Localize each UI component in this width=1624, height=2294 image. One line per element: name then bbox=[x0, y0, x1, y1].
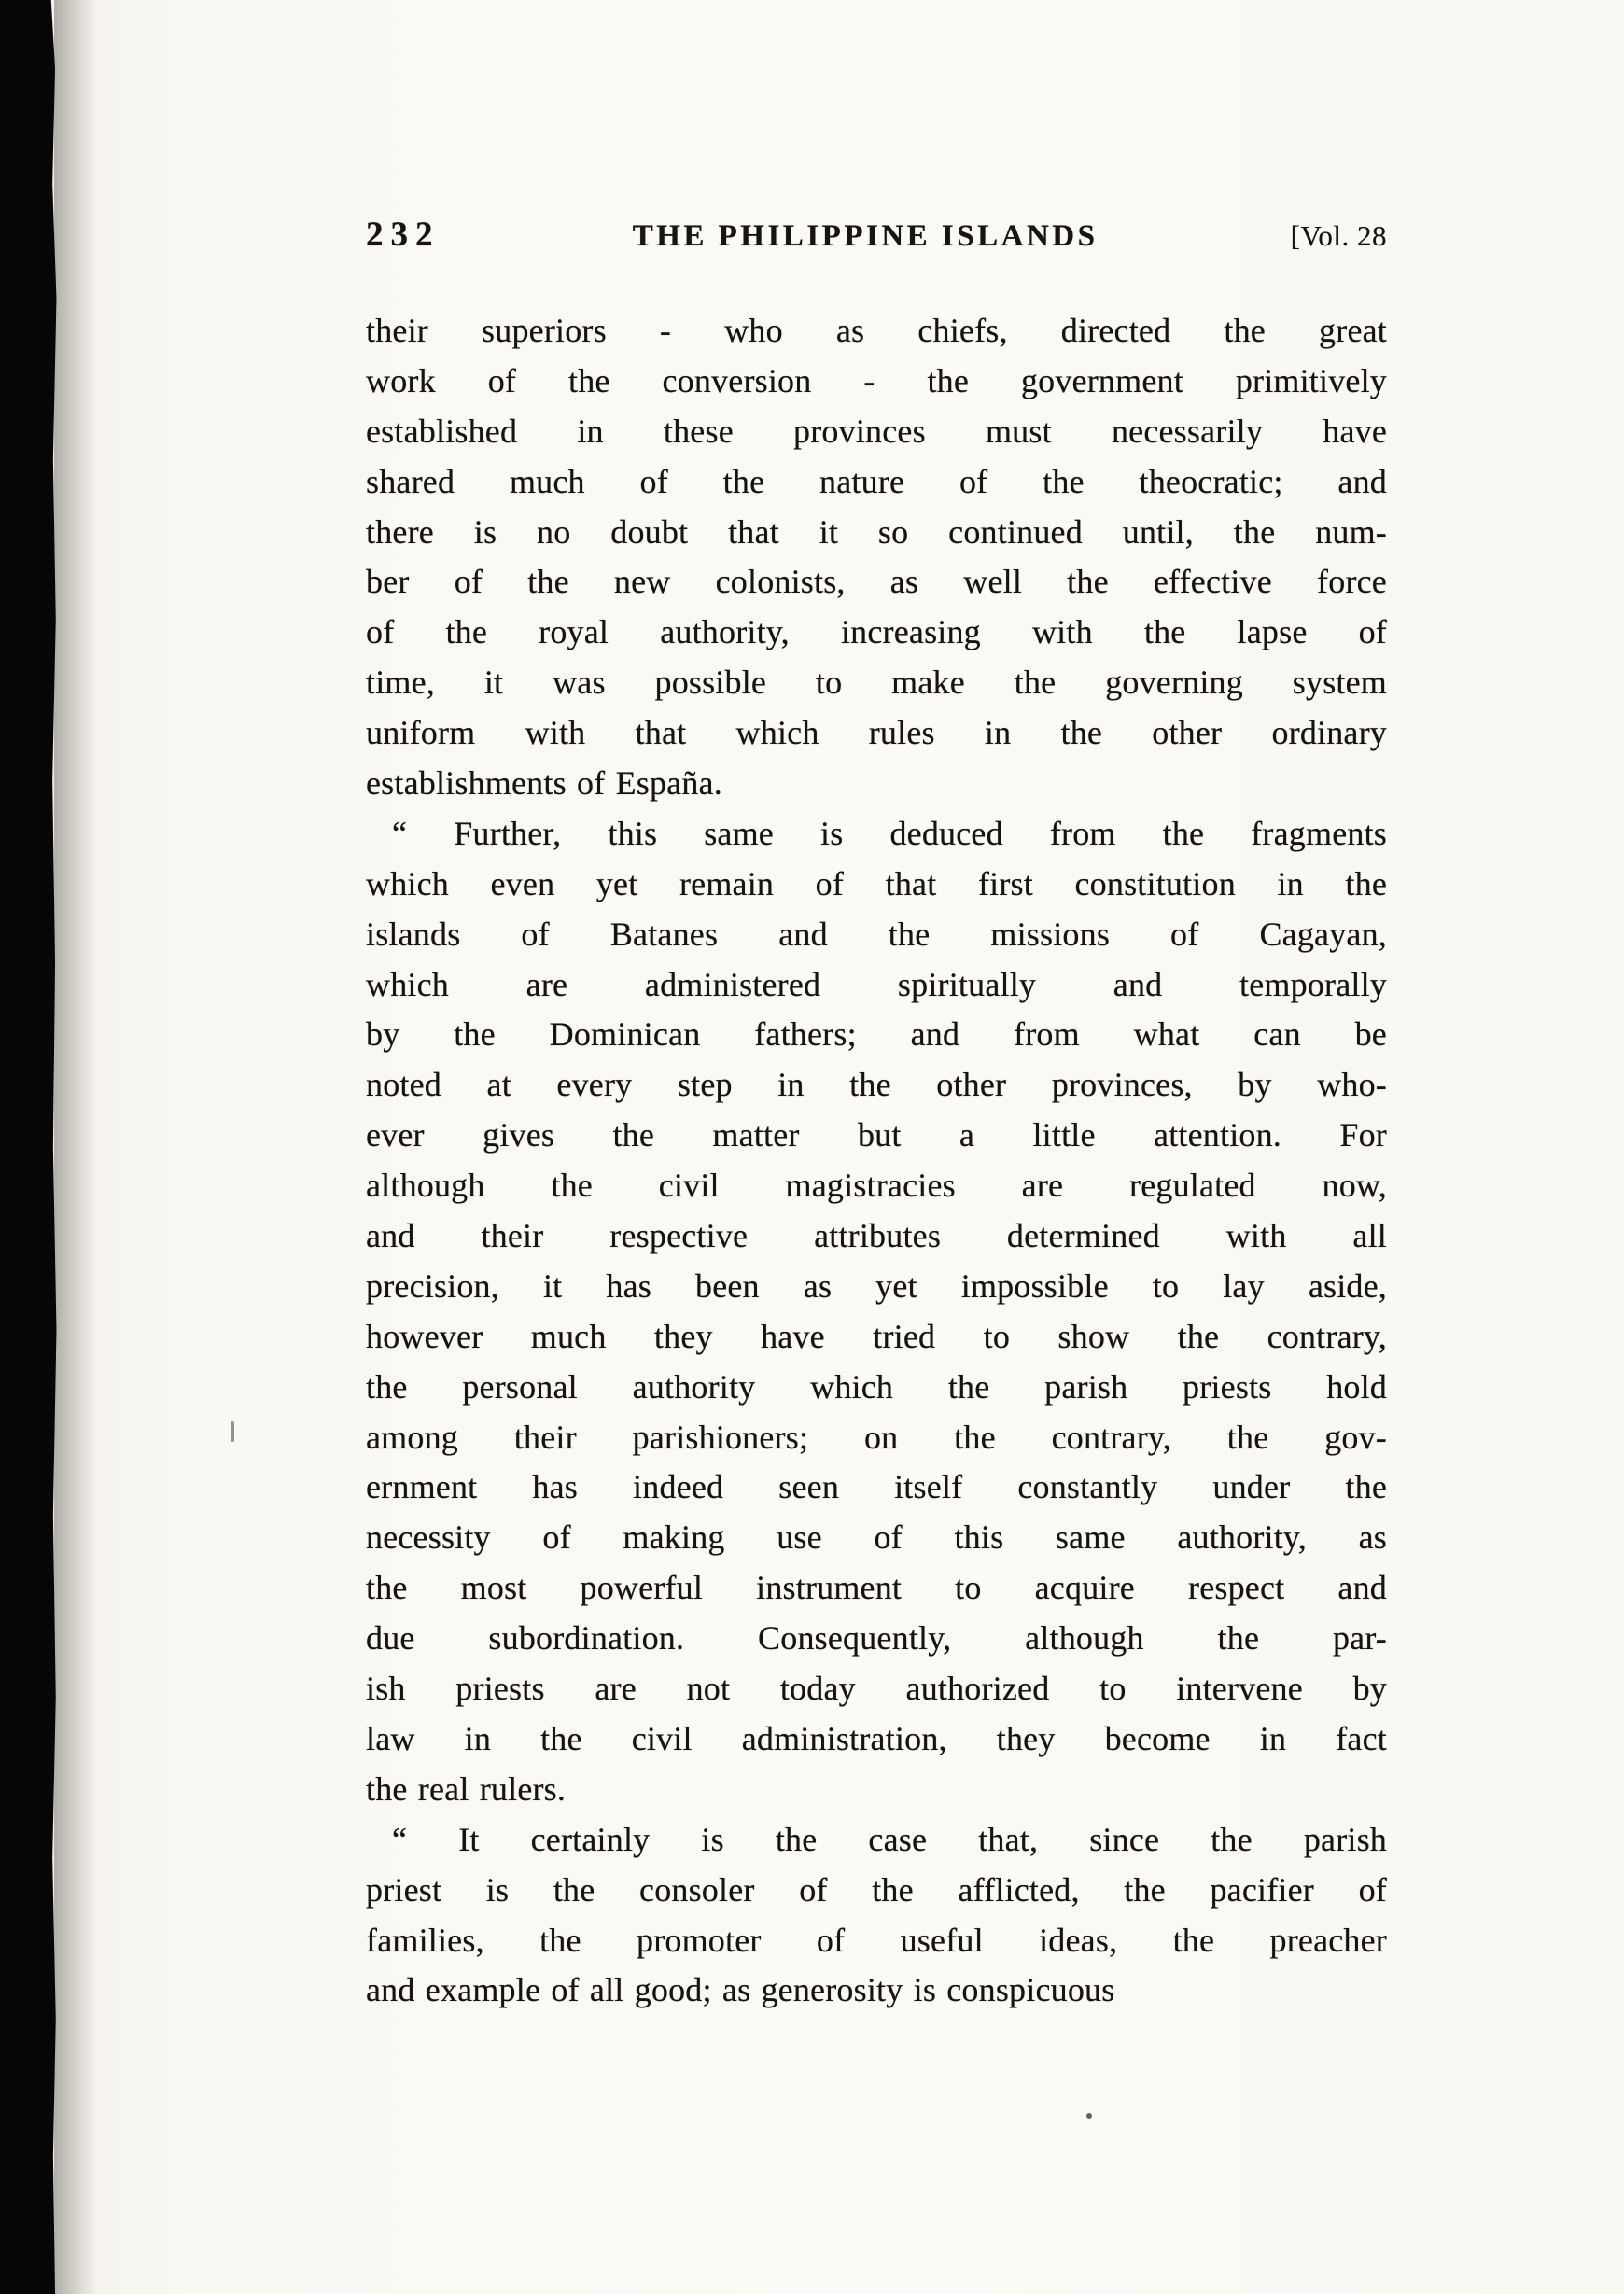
text-line: although the civil magistracies are regulated now, bbox=[366, 1167, 1387, 1205]
text-line: among their parishioners; on the contrary, the gov- bbox=[366, 1418, 1387, 1456]
text-line: and example of all good; as generosity is conspicuous bbox=[366, 1971, 1115, 2009]
text-line: the most powerful instrument to acquire respect and bbox=[366, 1569, 1387, 1607]
text-line: work of the conversion - the government primitively bbox=[366, 361, 1387, 399]
scan-gutter-shadow bbox=[54, 0, 97, 2294]
volume-label: [Vol. 28 bbox=[1290, 219, 1387, 252]
text-line: by the Dominican fathers; and from what can be bbox=[366, 1015, 1387, 1054]
text-line: ish priests are not today authorized to intervene by bbox=[366, 1670, 1387, 1708]
text-line: their superiors - who as chiefs, directed the great bbox=[366, 312, 1387, 349]
text-line: ber of the new colonists, as well the effective force bbox=[366, 563, 1387, 601]
text-line: uniform with that which rules in the other ordinary bbox=[366, 714, 1387, 752]
text-line: which even yet remain of that first constitution in the bbox=[366, 864, 1387, 902]
text-line: and their respective attributes determined with all bbox=[366, 1217, 1387, 1255]
text-line: of the royal authority, increasing with the lapse of bbox=[366, 613, 1387, 651]
page-body bbox=[366, 306, 1387, 2016]
text-line: established in these provinces must necessarily have bbox=[366, 412, 1387, 450]
text-line: the real rulers. bbox=[366, 1769, 567, 1808]
scan-speck-artifact bbox=[1086, 2113, 1092, 2119]
text-line: priest is the consoler of the afflicted, the pacifier of bbox=[366, 1870, 1387, 1909]
scan-margin-artifact bbox=[231, 1421, 234, 1442]
text-line: which are administered spiritually and temporally bbox=[366, 965, 1387, 1003]
text-line: establishments of España. bbox=[366, 764, 722, 803]
text-line: “ Further, this same is deduced from the fragments bbox=[392, 814, 1387, 852]
text-line: due subordination. Consequently, although the par- bbox=[366, 1619, 1387, 1658]
text-line: law in the civil administration, they become in fact bbox=[366, 1719, 1387, 1757]
page-header bbox=[366, 215, 1387, 255]
text-line: the personal authority which the parish priests hold bbox=[366, 1367, 1387, 1406]
page-number: 232 bbox=[366, 216, 441, 254]
text-line: islands of Batanes and the missions of Cagayan, bbox=[366, 915, 1387, 953]
text-line: families, the promoter of useful ideas, the preacher bbox=[366, 1921, 1387, 1959]
text-line: shared much of the nature of the theocratic; and bbox=[366, 462, 1387, 500]
text-line: time, it was possible to make the governing system bbox=[366, 664, 1387, 702]
running-title: THE PHILIPPINE ISLANDS bbox=[632, 219, 1099, 253]
text-line: ernment has indeed seen itself constantly under the bbox=[366, 1468, 1387, 1506]
text-line: “ It certainly is the case that, since the parish bbox=[392, 1820, 1387, 1858]
text-line: ever gives the matter but a little attention. For bbox=[366, 1116, 1387, 1154]
text-line: noted at every step in the other provinces, by who- bbox=[366, 1066, 1387, 1104]
text-line: there is no doubt that it so continued until, the num- bbox=[366, 512, 1387, 551]
text-line: precision, it has been as yet impossible to lay aside, bbox=[366, 1266, 1387, 1305]
text-line: however much they have tried to show the contrary, bbox=[366, 1317, 1387, 1355]
text-line: necessity of making use of this same authority, as bbox=[366, 1518, 1387, 1557]
